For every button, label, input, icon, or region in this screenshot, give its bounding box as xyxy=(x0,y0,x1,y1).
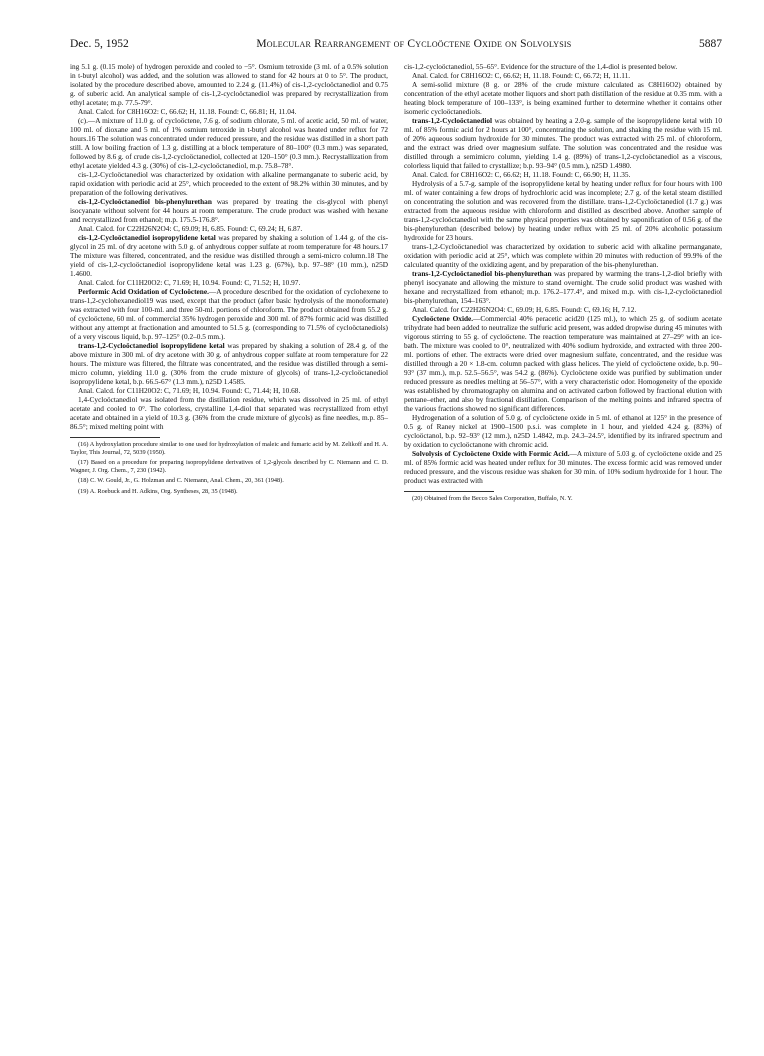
paragraph-text: was obtained by heating a 2.0-g. sample of the isopropylidene ketal with 10 ml. of 85% formic acid for 2 hours at 100°, concentrating the solution, and shaking the residue with 15 ml. of 20% aqueous sodium hydroxide for 30 minutes. The product was extracted with 25 ml. of chloroform, and the extract was dried over magnesium sulfate. The solution was concentrated and the residue was distilled through a semimicro column, yielding 1.4 g. (89%) of trans-1,2-cycloöctanediol as a viscous, colorless liquid that failed to crystallize; b.p. 93–94° (0.5 mm.), n25D 1.4980. xyxy=(404,116,722,170)
run-in-heading: cis-1,2-Cycloöctanediol bis-phenylurethan xyxy=(78,197,212,206)
analysis-line: Anal. Calcd. for C8H16O2: C, 66.62; H, 11.18. Found: C, 66.72; H, 11.11. xyxy=(412,71,631,80)
footnote-separator xyxy=(70,437,160,438)
running-header xyxy=(70,38,722,50)
analysis-line: Anal. Calcd. for C8H16O2: C, 66.62; H, 11.18. Found: C, 66.81; H, 11.04. xyxy=(78,107,297,116)
footnote: (17) Based on a procedure for preparing isopropylidene derivatives of 1,2-glycols described by C. Niemann and C. D. Wagner, J. Org. Chem., 7, 230 (1942). xyxy=(70,459,388,474)
paragraph: ing 5.1 g. (0.15 mole) of hydrogen peroxide and cooled to −5°. Osmium tetroxide (3 ml. of a 0.5% solution in t-butyl alcohol) was added, and the solution was allowed to stand for 42 hours at 0 to 5°. The product, isolated by the procedure described above, amounted to 2.24 g. (11.4%) of cis-1,2-cycloöctanediol and 0.75 g. of suberic acid. An analytical sample of cis-1,2-cycloöctanediol was prepared by recrystallization from ethyl acetate; m.p. 77.5-79°. xyxy=(70,62,388,107)
paragraph-text: was prepared by treating the cis-glycol with phenyl isocyanate without solvent for 44 hours at room temperature. The crude product was washed with hexane and recrystallized from ethanol; m.p. 175.5-176.8°. xyxy=(70,197,388,224)
header-page-number: 5887 xyxy=(698,38,722,50)
run-in-heading: trans-1,2-Cycloöctanediol isopropylidene ketal xyxy=(78,341,225,350)
paragraph xyxy=(404,269,722,305)
paragraph-text: —A procedure described for the oxidation of cyclohexene to trans-1,2-cyclohexanediol19 was used, except that the product (after basic hydrolysis of the monoformate) was extracted with four 100-ml. and three 50-ml. portions of chloroform. The product obtained from 55.2 g. of cycloöctene, 60 ml. of commercial 35% hydrogen peroxide and 300 ml. of 87% formic acid was distilled without any attempt at fractionation and amounted to 51.5 g. (corresponding to 71.5% of cycloöctanediols) of a very viscous liquid, b.p. 97–125° (0.2–0.5 mm.). xyxy=(70,287,388,341)
right-column xyxy=(404,62,722,506)
paragraph-text: was prepared by shaking a solution of 28.4 g. of the above mixture in 300 ml. of dry acetone with 30 g. of anhydrous copper sulfate at room temperature for 22 hours. The mixture was filtered, the filtrate was concentrated, and the residue was distilled through a semi-micro column, yielding 11.0 g. (30% from the crude mixture of glycols) of trans-1,2-cycloöctanediol isopropylidene ketal, b.p. 66.5-67° (1.3 mm.), n25D 1.4585. xyxy=(70,341,388,386)
paragraph: A semi-solid mixture (8 g. or 28% of the crude mixture calculated as C8H16O2) obtained by concentration of the ethyl acetate mother liquors and short path distillation of the residue at 0.35 mm. with a heating block temperature of 100–133°, is being examined further to determine whether it contains other isomeric cycloöctanediols. xyxy=(404,80,722,116)
paragraph-text: was prepared by shaking a solution of 1.44 g. of the cis-glycol in 25 ml. of dry acetone with 5.0 g. of anhydrous copper sulfate at room temperature for 48 hours.17 The mixture was filtered, concentrated, and the residue was distilled through a semi-micro column.18 The yield of cis-1,2-cycloöctanediol isopropylidene ketal was 1.23 g. (67%), b.p. 97–98° (10 mm.), n25D 1.4600. xyxy=(70,233,389,278)
analysis-line: Anal. Calcd. for C11H20O2: C, 71.69; H, 10.94. Found: C, 71.44; H, 10.68. xyxy=(78,386,301,395)
paragraph: (c).—A mixture of 11.0 g. of cycloöctene, 7.6 g. of sodium chlorate, 5 ml. of acetic acid, 50 ml. of water, 100 ml. of dioxane and 5 ml. of 1% osmium tetroxide in t-butyl alcohol was heated under reflux for 72 hours.16 The solution was concentrated under reduced pressure, and the residue was distilled in a short path still. A low boiling fraction of 1.3 g. distilling at a block temperature of 80–100° (0.3 mm.) was separated, followed by 8.6 g. of crude cis-1,2-cycloöctanediol, collected at 120–150° (0.3 mm.). Recrystallization from ethyl acetate yielded 4.3 g. (30%) of cis-1,2-cycloöctanediol, m.p. 75.8–78°. xyxy=(70,116,388,170)
paragraph: Hydrolysis of a 5.7-g. sample of the isopropylidene ketal by heating under reflux for four hours with 100 ml. of water containing a few drops of hydrochloric acid was incomplete; 2.7 g. of the ketal steam distilled on concentrating the solution and was recovered from the distillate. trans-1,2-Cycloöctanediol (1.7 g.) was extracted from the aqueous residue with chloroform and distilled as described above. Another sample of trans-1,2-cycloöctanediol with the same physical properties was obtained by saponification of 0.56 g. of the bis-phenylurethan (described below) by heating under reflux with 25 ml. of 20% alcoholic potassium hydroxide for 23 hours. xyxy=(404,179,722,242)
paragraph xyxy=(70,197,388,224)
paragraph xyxy=(404,314,722,413)
paragraph: cis-1,2-Cycloöctanediol was characterized by oxidation with alkaline permanganate to suberic acid, by rapid oxidation with periodic acid at 25°, which proceeded to the extent of 98.2% within 30 minutes, and by preparation of the following derivatives. xyxy=(70,170,388,197)
paragraph: trans-1,2-Cycloöctanediol was characterized by oxidation to suberic acid with alkaline permanganate, oxidation with periodic acid at 25°, which was complete within 20 minutes with reduction of 99.9% of the calculated quantity of the oxidizing agent, and by preparation of the bis-phenylurethan. xyxy=(404,242,722,269)
footnote-separator xyxy=(404,491,494,492)
run-in-heading: trans-1,2-Cycloöctanediol bis-phenylurethan xyxy=(412,269,552,278)
paragraph-text: —Commercial 40% peracetic acid20 (125 ml.), to which 25 g. of sodium acetate trihydrate had been added to neutralize the sulfuric acid present, was added dropwise during 45 minutes with vigorous stirring to 55 g. of cycloöctene. The reaction temperature was maintained at 27–29° with an ice-bath. The mixture was cooled to 0°, neutralized with 40% sodium hydroxide, and extracted with three 200-ml. portions of ether. The extracts were dried over magnesium sulfate, concentrated, and the residue was distilled through a 20 × 1.8-cm. column packed with glass helices. The yield of cycloöctene oxide, b.p. 90–93° (37 mm.), m.p. 52.5–56.5°, was 54.2 g. (86%). Cycloöctene oxide was purified by sublimation under reduced pressure as needles melting at 56–57°, with a very characteristic odor. Homogeneity of the epoxide was established by chromatography on alumina and on activated carbon followed by fractional elution with pentane–ether, and also by fractional distillation. Comparison of the melting points and infrared spectra of the various fractions showed no significant differences. xyxy=(404,314,723,413)
analysis-line: Anal. Calcd. for C22H26N2O4: C, 69.09; H, 6.85. Found: C, 69.24; H, 6.87. xyxy=(78,224,303,233)
analysis-line: Anal. Calcd. for C8H16O2: C, 66.62; H, 11.18. Found: C, 66.90; H, 11.35. xyxy=(412,170,631,179)
paragraph xyxy=(70,287,388,341)
footnote: (18) C. W. Gould, Jr., G. Holzman and C. Niemann, Anal. Chem., 20, 361 (1948). xyxy=(78,477,284,485)
paragraph-text: was prepared by warming the trans-1,2-diol briefly with phenyl isocyanate and allowing the mixture to stand overnight. The crude solid product was washed with hexane and recrystallized from ethanol; m.p. 176.2–177.4°, and mixed m.p. with cis-1,2-cycloöctanediol bis-phenylurethan, 154–163°. xyxy=(404,269,723,305)
paragraph: cis-1,2-cycloöctanediol, 55–65°. Evidence for the structure of the 1,4-diol is presented below. xyxy=(404,62,678,71)
section-heading: Solvolysis of Cycloöctene Oxide with Formic Acid. xyxy=(412,449,570,458)
section-heading: Performic Acid Oxidation of Cycloöctene. xyxy=(78,287,209,296)
paragraph xyxy=(404,116,722,170)
footnote: (19) A. Roebuck and H. Adkins, Org. Syntheses, 28, 35 (1948). xyxy=(78,487,238,495)
footnote: (20) Obtained from the Becco Sales Corporation, Buffalo, N. Y. xyxy=(412,495,573,502)
paragraph: Hydrogenation of a solution of 5.0 g. of cycloöctene oxide in 5 ml. of ethanol at 125° in the presence of 0.5 g. of Raney nickel at 1900–1500 p.s.i. was complete in 1 hour, and yielded 4.24 g. (83%) of cycloöctanol, b.p. 92–93° (12 mm.), n25D 1.4842, m.p. 24.3–24.5°, identified by its infrared spectrum and by oxidation to cycloöctanone with chromic acid. xyxy=(404,413,722,449)
header-date: Dec. 5, 1952 xyxy=(70,38,129,50)
left-column xyxy=(70,62,388,506)
analysis-line: Anal. Calcd. for C11H20O2: C, 71.69; H, 10.94. Found: C, 71.52; H, 10.97. xyxy=(78,278,301,287)
section-heading: Cycloöctene Oxide. xyxy=(412,314,474,323)
paragraph: 1,4-Cycloöctanediol was isolated from the distillation residue, which was dissolved in 25 ml. of ethyl acetate and cooled to 0°. The colorless, crystalline 1,4-diol that separated was recrystallized from ethyl acetate and obtained in a yield of 10.3 g. (36% from the crude mixture of glycols) as fine needles, m.p. 85–86.5°; mixed melting point with xyxy=(70,395,388,431)
paragraph xyxy=(70,341,388,386)
paragraph xyxy=(404,449,722,485)
run-in-heading: cis-1,2-Cycloöctanediol isopropylidene ketal xyxy=(78,233,216,242)
analysis-line: Anal. Calcd. for C22H26N2O4: C, 69.09; H, 6.85. Found: C, 69.16; H, 7.12. xyxy=(412,305,637,314)
footnote: (16) A hydroxylation procedure similar to one used for hydroxylation of maleic and fumaric acid by M. Zelikoff and H. A. Taylor, This Journal, 72, 5039 (1950). xyxy=(70,441,388,456)
paragraph-text: —A mixture of 5.03 g. of cycloöctene oxide and 25 ml. of 85% formic acid was heated under reflux for 30 minutes. The excess formic acid was removed under reduced pressure, and the viscous residue was shaken for 30 min. of 10% sodium hydroxide for 1 hour. The product was extracted with xyxy=(404,449,722,485)
header-title: Molecular Rearrangement of Cycloöctene Oxide on Solvolysis xyxy=(256,38,572,50)
run-in-heading: trans-1,2-Cycloöctanediol xyxy=(412,116,493,125)
paragraph xyxy=(70,233,388,278)
